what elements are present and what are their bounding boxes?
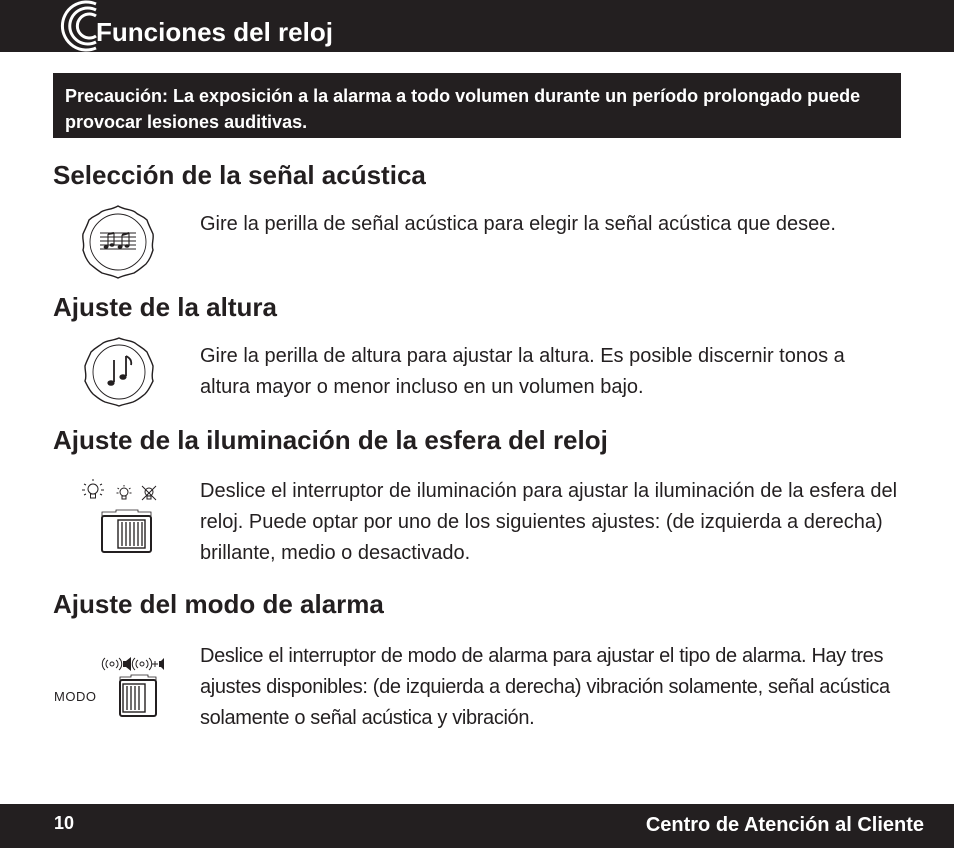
caution-notice: Precaución: La exposición a la alarma a todo volumen durante un período prolongado puede provocar lesiones auditivas. [53, 73, 901, 138]
illumination-switch-icon [72, 476, 164, 556]
mode-switch-label: MODO [54, 689, 97, 704]
page-number: 10 [54, 813, 75, 833]
heading-sound-selection: Selección de la señal acústica [53, 160, 426, 190]
alarm-mode-switch-icon [98, 654, 164, 720]
page-title: Funciones del reloj [96, 17, 333, 47]
pitch-knob-icon [82, 336, 156, 408]
alarm-mode-text: Deslice el interruptor de modo de alarma para ajustar el tipo de alarma. Hay tres ajustes disponibles: (de izquierda a derecha) vibración solamente, señal acústica solamente o señal acústica y vibración. [200, 645, 890, 729]
footer-label: Centro de Atención al Cliente [645, 814, 924, 836]
heading-alarm-mode: Ajuste del modo de alarma [53, 589, 384, 619]
illumination-text: Deslice el interruptor de iluminación para ajustar la iluminación de la esfera del reloj. Puede optar por uno de los siguientes ajustes: (de izquierda a derecha) brillante, medio o desactivado. [200, 480, 898, 564]
heading-illumination: Ajuste de la iluminación de la esfera del reloj [53, 425, 608, 455]
sound-knob-icon [78, 204, 158, 280]
pitch-text: Gire la perilla de altura para ajustar la altura. Es posible discernir tonos a altura mayor o menor incluso en un volumen bajo. [200, 345, 845, 398]
sound-selection-text: Gire la perilla de señal acústica para elegir la señal acústica que desee. [200, 213, 836, 235]
heading-pitch: Ajuste de la altura [53, 292, 277, 322]
concentric-arcs-icon [52, 0, 100, 52]
